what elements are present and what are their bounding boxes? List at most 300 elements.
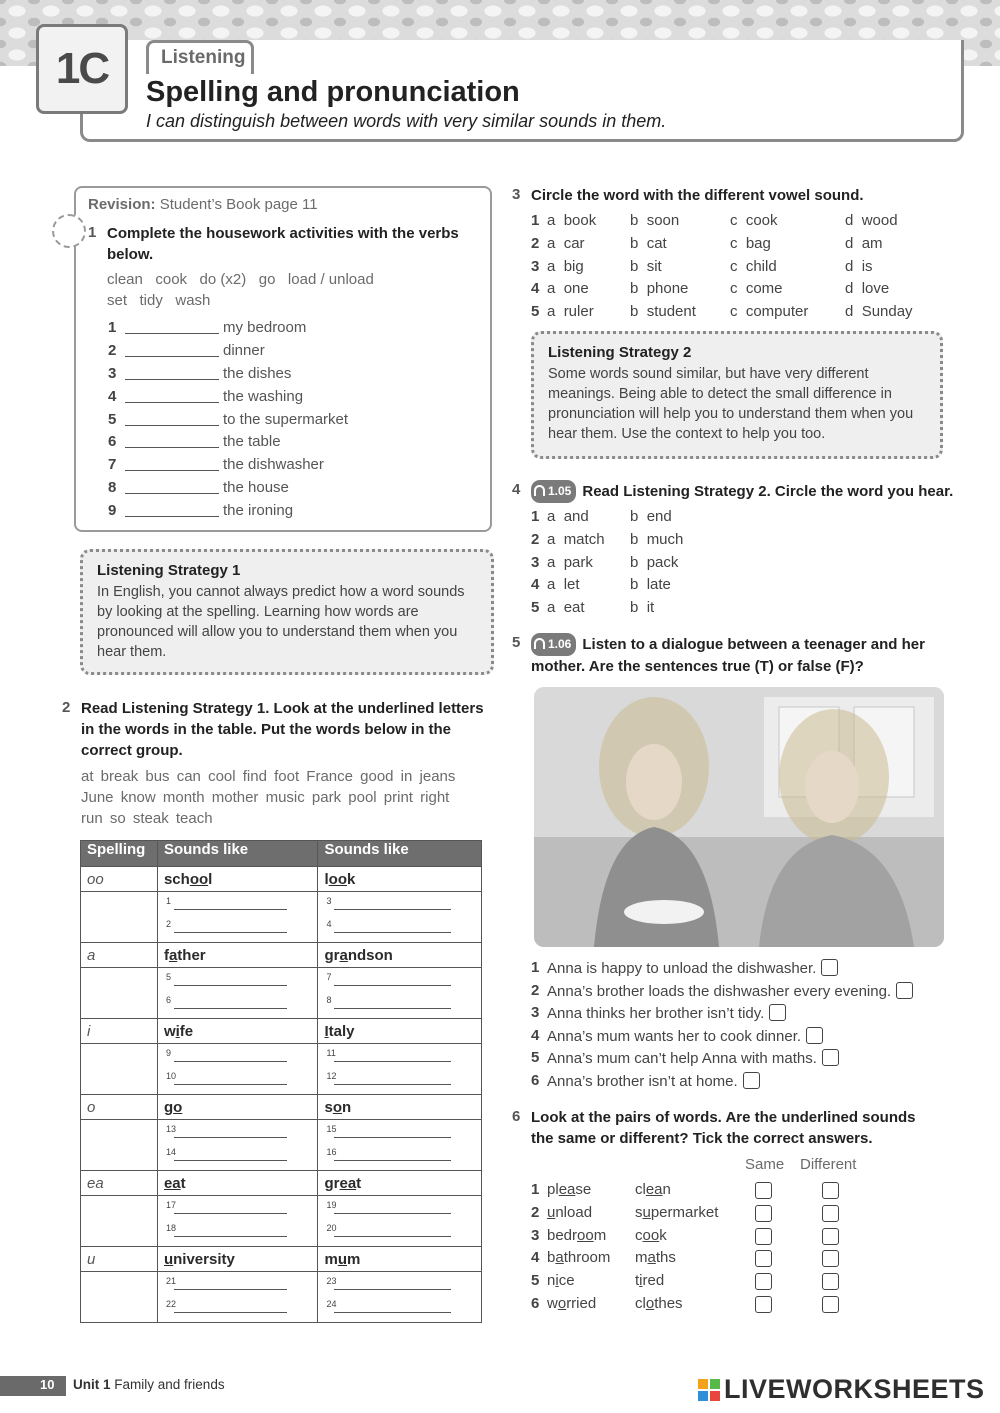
option-b[interactable] [630,235,667,252]
underlined-letters: a [555,1249,564,1267]
answer-blank[interactable] [324,1143,475,1166]
page-title: Spelling and pronunciation [146,76,520,108]
example-word-2 [318,1019,482,1044]
word-part: ndson [347,946,393,964]
page-number: 10 [40,1377,55,1392]
same-checkbox[interactable] [755,1250,772,1267]
word-part: ce [558,1272,575,1290]
answer-blank[interactable] [324,892,475,915]
underlined-letters: o [332,1098,342,1116]
option-word: let [563,576,580,594]
same-checkbox[interactable] [755,1205,772,1222]
answer-blank[interactable] [324,1067,475,1090]
option-letter: a [547,257,564,275]
item-text: the washing [223,388,304,405]
different-checkbox[interactable] [822,1250,839,1267]
word-part: se [575,1181,592,1198]
statement [547,982,913,1000]
exercise-2-instruction: Read Listening Strategy 1. Look at the underlined letters in the words in the table. Put the words below in the correct group. [81,700,484,759]
option-word: big [563,257,584,275]
option-word: cat [646,234,667,252]
word-part: red [642,1272,665,1290]
different-checkbox[interactable] [822,1228,839,1245]
revision-line [88,196,318,213]
blank-line [174,909,288,910]
answer-blank[interactable] [324,1120,475,1143]
option-word: come [745,280,783,298]
strategy-1-text: In English, you cannot always predict how a word sounds by looking at the spelling. Learning how words are pronounced will allow you to understand them when you hear them. [97,584,465,660]
header-spelling: Spelling [81,841,158,867]
option-letter: d [845,212,862,229]
word-part: m [324,1250,338,1268]
different-checkbox[interactable] [822,1273,839,1290]
blank-line [174,1084,288,1085]
option-b[interactable] [630,280,688,297]
blank-cell [318,1272,482,1323]
answer-blank[interactable] [164,1120,312,1143]
exercise-5-number: 5 [512,634,521,651]
example-word-1 [157,867,318,892]
blank-line [334,1008,451,1009]
word-part: permarket [650,1203,719,1221]
track-number: 1.05 [548,484,572,498]
true-false-box[interactable] [896,982,913,999]
answer-blank[interactable] [164,1067,312,1090]
word-1 [547,1272,575,1289]
option-a[interactable] [547,212,596,229]
statement-text: Anna’s mum wants her to cook dinner. [547,1027,802,1045]
item-number: 1 [531,212,540,229]
answer-blank[interactable] [125,402,219,403]
option-letter: a [547,553,564,571]
empty-spelling-cell [81,892,158,943]
underlined-letters: oo [577,1226,594,1244]
underlined-letters: u [642,1203,651,1221]
table-example-row [81,1171,482,1196]
underlined-letters: u [163,1250,174,1268]
answer-blank[interactable] [324,1219,475,1242]
item-number: 5 [531,1049,540,1067]
underlined-letters: i [555,1272,559,1290]
blank-number: 10 [165,1071,176,1081]
answer-blank[interactable] [164,1295,312,1318]
answer-blank[interactable] [164,1272,312,1295]
underlined-letters: ea [558,1181,576,1198]
option-b[interactable] [630,576,671,593]
statement [547,959,838,977]
item-text: the table [223,433,281,450]
column-different: Different [800,1156,857,1173]
blank-cell [157,1120,318,1171]
statement-text: Anna is happy to unload the dishwasher. [547,960,817,977]
word-2 [635,1295,683,1312]
blank-cell [318,1044,482,1095]
item-number: 3 [531,1004,540,1022]
underlined-letters: a [339,946,348,964]
item-text: the house [223,479,289,496]
footer-unit-label: Unit 1 [73,1377,111,1392]
answer-blank[interactable] [125,425,219,426]
word-part: s [635,1203,643,1221]
table-blank-row [81,968,482,1019]
answer-blank[interactable] [324,991,475,1014]
table-blank-row [81,1272,482,1323]
item-number: 2 [531,1203,540,1221]
header-sounds-like-1: Sounds like [157,841,318,867]
word-part: ths [655,1249,676,1267]
example-word-1 [157,943,318,968]
option-word: computer [745,303,809,321]
blank-line [334,985,451,986]
answer-blank[interactable] [164,915,312,938]
answer-blank[interactable] [125,493,219,494]
word-part: m [593,1226,607,1244]
underlined-letters: ea [645,1181,663,1198]
different-checkbox[interactable] [822,1182,839,1199]
option-letter: c [730,280,746,298]
spelling-pattern: ea [87,1174,104,1192]
liveworksheets-logo[interactable]: LIVEWORKSHEETS [724,1374,985,1404]
option-d[interactable] [845,280,889,297]
answer-blank[interactable] [324,1272,475,1295]
blank-cell [157,1044,318,1095]
word-part: n [342,1098,352,1116]
word-part: cl [635,1295,646,1312]
option-word: am [861,234,883,252]
option-a[interactable] [547,303,594,320]
blank-number: 2 [165,919,171,929]
spelling-cell [81,1171,158,1196]
true-false-box[interactable] [821,959,838,976]
option-c[interactable] [730,235,771,252]
audio-track-button[interactable] [531,633,576,656]
listening-strategy-2 [531,331,943,459]
table-blank-row [81,1196,482,1247]
revision-label: Revision: [88,196,156,213]
page-subtitle: I can distinguish between words with very similar sounds in them. [146,111,667,131]
underlined-letters: I [324,1022,329,1040]
option-word: car [563,234,585,252]
word-1 [547,1249,610,1266]
exercise-4-number: 4 [512,481,521,498]
word-part: throom [563,1249,611,1267]
blank-line [174,1312,288,1313]
option-d[interactable] [845,212,898,229]
table-example-row [81,1247,482,1272]
option-letter: d [845,234,862,252]
item-number: 1 [531,959,540,976]
table-blank-row [81,892,482,943]
answer-blank[interactable] [125,356,219,357]
word-part: m [347,1250,361,1268]
exercise-5-instruction: Listen to a dialogue between a teenager and her mother. Are the sentences true (T) or false (F)? [531,636,925,675]
answer-blank[interactable] [125,516,219,517]
underlined-letters: oo [642,1226,660,1244]
blank-number: 3 [326,896,332,906]
same-checkbox[interactable] [755,1296,772,1313]
underlined-letters: a [168,946,178,964]
item-number: 6 [108,433,117,450]
answer-blank[interactable] [125,379,219,380]
same-checkbox[interactable] [755,1228,772,1245]
underlined-letters: a [647,1249,656,1267]
option-c[interactable] [730,280,783,297]
item-number: 3 [531,1226,540,1244]
option-b[interactable] [630,554,678,571]
blank-number: 14 [165,1147,176,1157]
revision-text: Student’s Book page 11 [159,196,318,213]
option-word: wood [861,212,898,229]
option-b[interactable] [630,258,662,275]
option-letter: a [547,303,564,321]
option-c[interactable] [730,258,777,275]
answer-blank[interactable] [164,892,312,915]
underlined-letters: o [173,1098,183,1116]
example-word-1 [157,1095,318,1120]
option-a[interactable] [547,258,584,275]
item-number: 5 [531,303,540,321]
option-a[interactable] [547,531,605,548]
table-example-row [81,1095,482,1120]
different-checkbox[interactable] [822,1296,839,1313]
option-letter: b [630,576,647,594]
option-c[interactable] [730,303,808,320]
answer-blank[interactable] [125,333,219,334]
exercise-2-number: 2 [62,699,71,716]
column-same: Same [745,1156,785,1173]
option-a[interactable] [547,280,589,297]
word-2 [635,1204,718,1221]
option-a[interactable] [547,576,580,593]
option-word: is [861,257,873,275]
word-part: t [356,1174,362,1192]
exercise-4-instruction: Read Listening Strategy 2. Circle the word you hear. [582,483,954,500]
example-word-2 [318,1247,482,1272]
blank-number: 19 [326,1200,337,1210]
blank-line [174,1137,288,1138]
blank-number: 13 [165,1124,176,1134]
blank-number: 6 [165,995,171,1005]
liveworksheets-logo-mark [698,1379,720,1401]
option-letter: b [630,303,647,321]
option-a[interactable] [547,554,593,571]
table-example-row [81,867,482,892]
item-number: 4 [531,280,540,298]
item-number: 3 [108,365,117,382]
option-a[interactable] [547,235,585,252]
blank-line [174,1289,288,1290]
footer-unit-title: Family and friends [114,1377,225,1392]
option-letter: c [730,212,746,229]
blank-cell [157,1196,318,1247]
option-word: much [646,530,684,548]
item-number: 2 [531,234,540,252]
track-number: 1.06 [548,637,572,651]
option-letter: a [547,530,564,548]
option-a[interactable] [547,508,589,525]
option-d[interactable] [845,235,883,252]
blank-cell [318,968,482,1019]
option-letter: c [730,234,746,252]
word-part: rried [566,1295,597,1312]
statement [547,1004,786,1022]
option-b[interactable] [630,599,654,616]
option-word: cook [745,212,778,229]
answer-blank[interactable] [164,1143,312,1166]
underlined-letters: ea [163,1174,181,1192]
word-part: nload [555,1203,593,1221]
statement-text: Anna thinks her brother isn’t tidy. [547,1005,765,1023]
option-word: sit [646,257,662,275]
example-word-2 [318,943,482,968]
underlined-letters: i [639,1272,643,1290]
option-d[interactable] [845,303,913,320]
answer-blank[interactable] [164,991,312,1014]
word-part: b [547,1249,556,1267]
option-word: Sunday [861,303,913,321]
blank-number: 21 [165,1276,176,1286]
blank-line [334,1213,451,1214]
word-part: s [324,1098,333,1116]
word-part: niversity [173,1250,235,1268]
option-letter: b [630,212,647,229]
option-letter: a [547,599,564,617]
item-number: 3 [531,553,540,571]
spelling-pattern: a [87,946,96,964]
option-letter: a [547,234,564,252]
word-part: t [180,1174,186,1192]
spelling-cell [81,867,158,892]
word-part: ther [177,946,206,964]
word-1 [547,1204,592,1221]
strategy-2-title: Listening Strategy 2 [548,344,692,361]
item-number: 4 [108,388,117,405]
item-text: the dishes [223,365,292,382]
option-letter: c [730,257,746,275]
option-word: soon [646,212,680,229]
item-number: 4 [531,1026,540,1044]
item-text: to the supermarket [223,411,349,428]
answer-blank[interactable] [164,1219,312,1242]
word-part: n [547,1272,556,1290]
header-sounds-like-2: Sounds like [318,841,482,867]
item-number: 8 [108,479,117,496]
answer-blank[interactable] [324,1295,475,1318]
table-blank-row [81,1120,482,1171]
option-d[interactable] [845,258,873,275]
option-word: phone [646,280,689,298]
photo-illustration [534,687,944,947]
answer-blank[interactable] [125,447,219,448]
option-letter: a [547,212,564,229]
word-part: gr [324,946,340,964]
table-example-row [81,1019,482,1044]
true-false-box[interactable] [806,1027,823,1044]
true-false-box[interactable] [822,1049,839,1066]
statement-text: Anna’s mum can’t help Anna with maths. [547,1050,817,1068]
strategy-1-title: Listening Strategy 1 [97,562,241,579]
footer-unit [73,1377,225,1392]
example-word-2 [318,867,482,892]
option-word: book [563,212,597,229]
word-part: gr [324,1174,340,1192]
answer-blank[interactable] [324,1044,475,1067]
audio-track-button[interactable] [531,480,576,503]
option-letter: d [845,280,862,298]
answer-blank[interactable] [164,1044,312,1067]
option-b[interactable] [630,303,696,320]
option-word: late [646,576,671,594]
blank-cell [157,892,318,943]
table-header-row [81,841,482,867]
blank-number: 9 [165,1048,171,1058]
empty-spelling-cell [81,1196,158,1247]
true-false-box[interactable] [743,1072,760,1089]
same-checkbox[interactable] [755,1273,772,1290]
option-a[interactable] [547,599,585,616]
option-letter: a [547,280,564,298]
underlined-letters: ea [339,1174,357,1192]
option-b[interactable] [630,531,683,548]
blank-number: 16 [326,1147,337,1157]
same-checkbox[interactable] [755,1182,772,1199]
blank-line [334,1061,451,1062]
blank-line [334,1160,451,1161]
exercise-6-instruction: Look at the pairs of words. Are the underlined sounds the same or different? Tick the correct answers. [531,1109,916,1147]
answer-blank[interactable] [125,470,219,471]
option-b[interactable] [630,508,672,525]
answer-blank[interactable] [324,968,475,991]
option-c[interactable] [730,212,778,229]
blank-line [174,932,288,933]
option-word: end [646,508,672,525]
option-word: park [563,553,593,571]
blank-number: 22 [165,1299,176,1309]
different-checkbox[interactable] [822,1205,839,1222]
option-b[interactable] [630,212,679,229]
option-letter: d [845,257,862,275]
answer-blank[interactable] [164,1196,312,1219]
blank-line [334,1236,451,1237]
exercise-3-number: 3 [512,186,521,203]
blank-cell [157,1272,318,1323]
spelling-pattern: o [87,1098,96,1116]
blank-line [334,932,451,933]
word-part: thes [654,1295,683,1312]
true-false-box[interactable] [769,1004,786,1021]
exercise-1-instruction: Complete the housework activities with the verbs below. [107,225,459,263]
option-letter: a [547,576,564,594]
answer-blank[interactable] [324,1196,475,1219]
underlined-letters: i [175,1022,180,1040]
blank-line [174,1160,288,1161]
blank-line [334,1312,451,1313]
item-number: 3 [531,257,540,275]
item-text: dinner [223,342,265,359]
answer-blank[interactable] [324,915,475,938]
blank-cell [318,892,482,943]
option-letter: b [630,553,647,571]
underlined-letters: o [645,1295,655,1312]
answer-blank[interactable] [164,968,312,991]
item-number: 7 [108,456,117,473]
word-part: w [547,1295,558,1312]
word-part: cl [635,1181,646,1198]
blank-number: 17 [165,1200,176,1210]
word-2 [635,1272,664,1289]
sound-table [80,840,482,1323]
headphones-icon [534,638,545,649]
